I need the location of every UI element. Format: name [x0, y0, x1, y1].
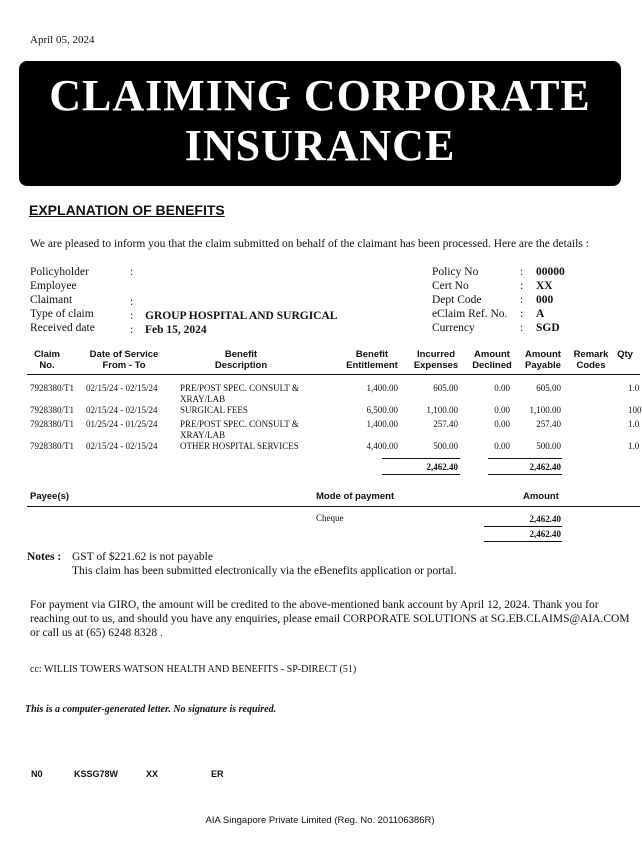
eclaim-ref-value: A — [536, 308, 545, 320]
letter-date: April 05, 2024 — [30, 34, 95, 46]
col-remark-codes: Remark Codes — [573, 349, 609, 371]
col-date-of-service: Date of Service From - To — [89, 349, 159, 371]
total-rule-top — [382, 458, 460, 459]
row-incurred: 257.40 — [433, 419, 458, 429]
col-benefit-entitlement: Benefit Entitlement — [346, 349, 398, 371]
giro-line-3: or call us at (65) 6248 8328 . — [30, 627, 163, 639]
claimant-label: Claimant — [30, 294, 73, 306]
colon: : — [130, 266, 134, 278]
note-electronic: This claim has been submitted electronically via the eBenefits application or portal. — [72, 565, 457, 577]
note-gst: GST of $221.62 is not payable — [72, 551, 213, 563]
row-payable: 1,100.00 — [529, 405, 561, 415]
row-declined: 0.00 — [494, 441, 510, 451]
policy-no-value: 00000 — [536, 266, 565, 278]
colon: : — [130, 296, 134, 308]
eclaim-ref-label: eClaim Ref. No. — [432, 308, 508, 320]
payee-total-rule-top — [484, 526, 562, 527]
row-entitlement: 1,400.00 — [366, 419, 398, 429]
row-benefit: PRE/POST SPEC. CONSULT & XRAY/LAB — [180, 383, 299, 404]
payment-mode: Cheque — [316, 513, 344, 523]
row-claim-no: 7928380/T1 — [30, 441, 74, 451]
cc-line: cc: WILLIS TOWERS WATSON HEALTH AND BENEFITS - SP-DIRECT (51) — [30, 664, 357, 675]
claim-type-value: GROUP HOSPITAL AND SURGICAL — [145, 310, 338, 322]
colon: : — [520, 308, 524, 320]
row-benefit: OTHER HOSPITAL SERVICES — [180, 441, 299, 451]
row-qty: 1.0 — [628, 441, 640, 451]
banner-line-1: CLAIMING CORPORATE — [49, 71, 591, 120]
row-claim-no: 7928380/T1 — [30, 405, 74, 415]
row-payable: 605.00 — [536, 383, 561, 393]
currency-label: Currency — [432, 322, 475, 334]
title-banner — [19, 61, 621, 186]
col-payee: Payee(s) — [30, 491, 70, 502]
giro-line-2: reaching out to us, and should you have any enquiries, please email CORPORATE SOLUTIONS at SG.EB.CLAIMS@AIA.COM — [30, 613, 630, 625]
col-amount-payable: Amount Payable — [525, 349, 561, 371]
colon: : — [520, 280, 524, 292]
received-date-label: Received date — [30, 322, 95, 334]
notes-label: Notes : — [27, 551, 62, 563]
row-declined: 0.00 — [494, 419, 510, 429]
payee-amount: 2,462.40 — [529, 514, 561, 524]
intro-text: We are pleased to inform you that the claim submitted on behalf of the claimant has been processed. Here are the details : — [30, 238, 589, 250]
row-date: 02/15/24 - 02/15/24 — [86, 405, 158, 415]
col-mode-of-payment: Mode of payment — [316, 491, 395, 502]
row-declined: 0.00 — [494, 405, 510, 415]
banner-line-2: INSURANCE — [184, 121, 456, 170]
row-claim-no: 7928380/T1 — [30, 419, 74, 429]
colon: : — [520, 322, 524, 334]
row-incurred: 1,100.00 — [426, 405, 458, 415]
payee-header-rule — [27, 506, 640, 507]
row-declined: 0.00 — [494, 383, 510, 393]
col-amount-declined: Amount Declined — [472, 349, 512, 371]
total-rule-bottom — [488, 474, 562, 475]
table-header-rule — [27, 374, 640, 375]
page-title: EXPLANATION OF BENEFITS — [29, 202, 225, 218]
total-rule-top — [488, 458, 562, 459]
row-claim-no: 7928380/T1 — [30, 383, 74, 393]
col-claim-no: Claim No. — [34, 349, 60, 371]
ref-code: ER — [211, 769, 224, 779]
row-payable: 257.40 — [536, 419, 561, 429]
colon: : — [130, 324, 134, 336]
company-footer: AIA Singapore Private Limited (Reg. No. 201106386R) — [205, 815, 435, 826]
row-incurred: 605.00 — [433, 383, 458, 393]
col-qty: Qty — [617, 349, 633, 360]
currency-value: SGD — [536, 322, 560, 334]
total-payable: 2,462.40 — [529, 462, 561, 472]
row-payable: 500.00 — [536, 441, 561, 451]
policy-no-label: Policy No — [432, 266, 479, 278]
ref-code: N0 — [31, 769, 43, 779]
row-entitlement: 6,500.00 — [366, 405, 398, 415]
col-benefit-description: Benefit Description — [214, 349, 268, 371]
row-date: 02/15/24 - 02/15/24 — [86, 441, 158, 451]
row-entitlement: 4,400.00 — [366, 441, 398, 451]
cert-no-value: XX — [536, 280, 553, 292]
dept-code-value: 000 — [536, 294, 554, 306]
row-benefit: SURGICAL FEES — [180, 405, 248, 415]
row-qty: 1.0 — [628, 419, 640, 429]
colon: : — [520, 294, 524, 306]
row-qty: 1.0 — [628, 383, 640, 393]
total-rule-bottom — [382, 474, 460, 475]
ref-code: XX — [146, 769, 159, 779]
received-date-value: Feb 15, 2024 — [145, 324, 207, 336]
giro-line-1: For payment via GIRO, the amount will be credited to the above-mentioned bank account by April 12, 2024. Thank you for — [30, 599, 599, 611]
col-incurred-expenses: Incurred Expenses — [413, 349, 459, 371]
colon: : — [130, 310, 134, 322]
row-entitlement: 1,400.00 — [366, 383, 398, 393]
colon: : — [520, 266, 524, 278]
row-date: 02/15/24 - 02/15/24 — [86, 383, 158, 393]
policyholder-label: Policyholder — [30, 266, 89, 278]
col-amount: Amount — [523, 491, 559, 502]
computer-generated-note: This is a computer-generated letter. No signature is required. — [25, 704, 277, 715]
cert-no-label: Cert No — [432, 280, 469, 292]
ref-code: KSSG78W — [74, 769, 119, 779]
dept-code-label: Dept Code — [432, 294, 482, 306]
row-date: 01/25/24 - 01/25/24 — [86, 419, 158, 429]
payee-total-rule-bottom — [484, 541, 562, 542]
total-incurred: 2,462.40 — [426, 462, 458, 472]
row-incurred: 500.00 — [433, 441, 458, 451]
row-benefit: PRE/POST SPEC. CONSULT & XRAY/LAB — [180, 419, 299, 440]
claim-type-label: Type of claim — [30, 308, 94, 320]
payee-total: 2,462.40 — [529, 529, 561, 539]
row-qty: 100 — [628, 405, 642, 415]
employee-label: Employee — [30, 280, 77, 292]
